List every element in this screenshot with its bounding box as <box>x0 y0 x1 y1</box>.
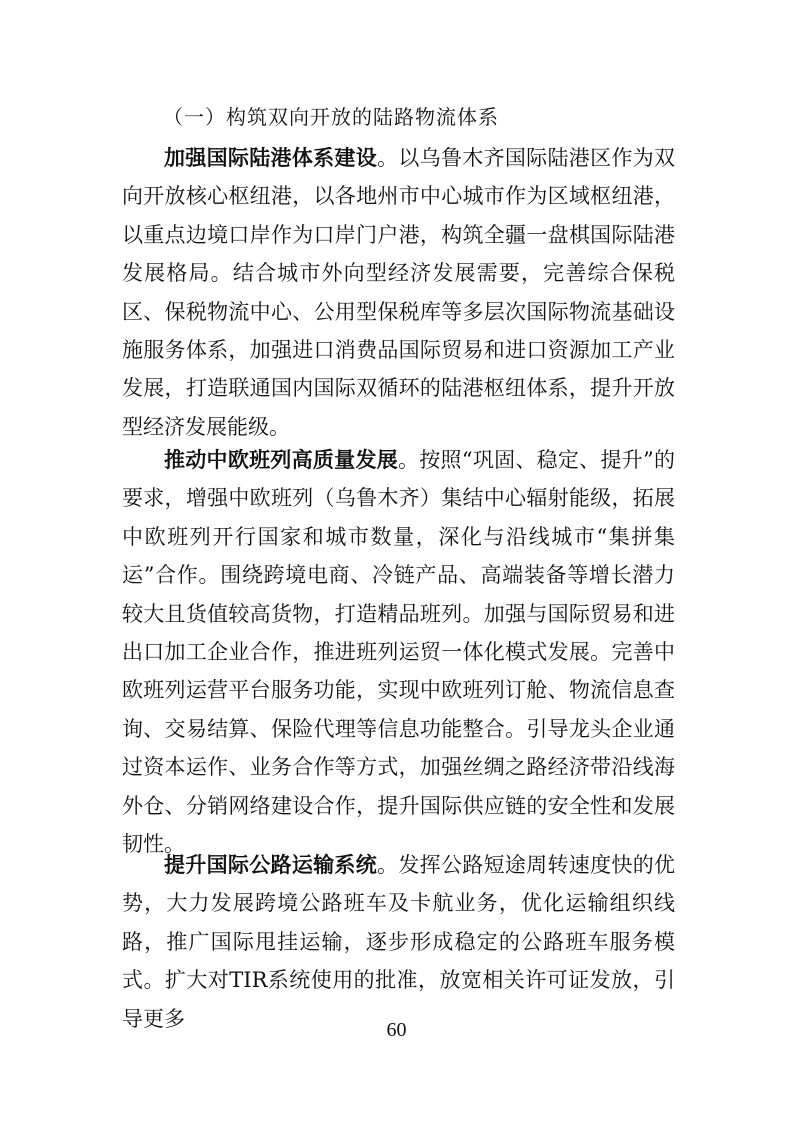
paragraph-lead: 推动中欧班列高质量发展 <box>164 447 398 472</box>
page-number: 60 <box>386 1019 407 1041</box>
paragraph-lead: 加强国际陆港体系建设 <box>164 145 378 170</box>
paragraph-lead: 提升国际公路运输系统 <box>164 852 378 877</box>
section-title: （一）构筑双向开放的陆路物流体系 <box>163 105 499 129</box>
paragraph-body: 。以乌鲁木齐国际陆港区作为双向开放核心枢纽港，以各地州市中心城市作为区域枢纽港，以重点边境口岸作为口岸门户港，构筑全疆一盘棋国际陆港发展格局。结合城市外向型经济发展需要，完善综合保税区、保税物流中心、公用型保税库等多层次国际物流基础设施服务体系，加强进口消费品国际贸易和进口资源加工产业发展，打造联通国内国际双循环的陆港枢纽体系，提升开放型经济发展能级。 <box>122 146 676 439</box>
paragraph-road-transport <box>122 846 675 1038</box>
paragraph-body: 。按照“巩固、稳定、提升”的要求，增强中欧班列（乌鲁木齐）集结中心辐射能级，拓展中欧班列开行国家和城市数量，深化与沿线城市“集拼集运”合作。围绕跨境电商、冷链产品、高端装备等增长潜力较大且货值较高货物，打造精品班列。加强与国际贸易和进出口加工企业合作，推进班列运贸一体化模式发展。完善中欧班列运营平台服务功能，实现中欧班列订舱、物流信息查询、交易结算、保险代理等信息功能整合。引导龙头企业通过资本运作、业务合作等方式，加强丝绸之路经济带沿线海外仓、分销网络建设合作，提升国际供应链的安全性和发展韧性。 <box>122 448 675 857</box>
paragraph-land-port-system <box>122 139 675 446</box>
paragraph-body: 。发挥公路短途周转速度快的优势，大力发展跨境公路班车及卡航业务，优化运输组织线路，推广国际甩挂运输，逐步形成稳定的公路班车服务模式。扩大对TIR系统使用的批准，放宽相关许可证发放，引导更多 <box>122 853 676 1031</box>
paragraph-china-europe-rail <box>122 441 675 863</box>
